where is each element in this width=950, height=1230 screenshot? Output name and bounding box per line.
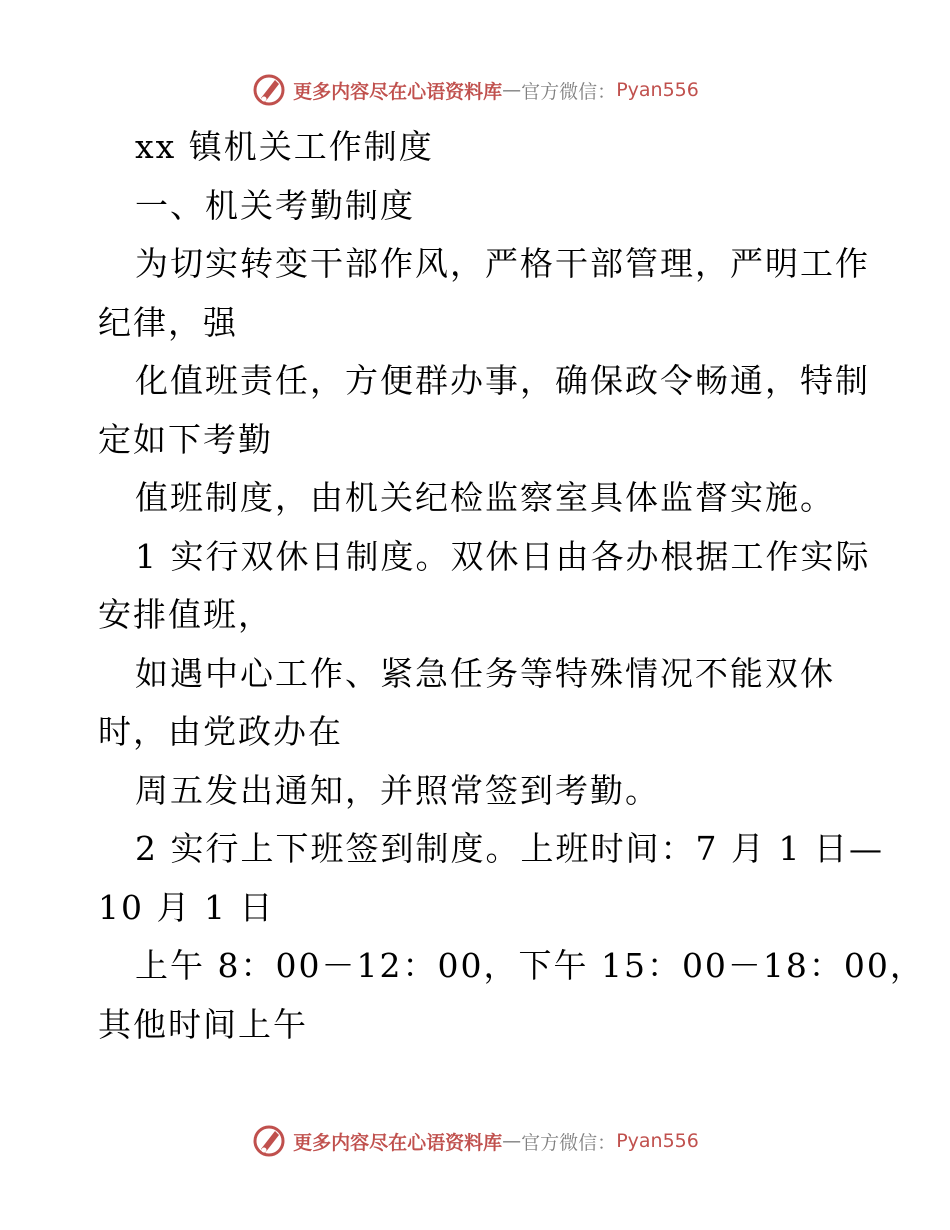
document-line: 纪律，强 xyxy=(98,302,238,342)
document-line: 周五发出通知，并照常签到考勤。 xyxy=(135,770,660,810)
document-line: 上午 8：00－12：00，下午 15：00－18：00， xyxy=(135,946,925,985)
document-line: 10 月 1 日 xyxy=(98,887,275,927)
banner-dash: — xyxy=(502,1130,522,1152)
pen-logo-icon xyxy=(251,1123,287,1159)
banner-wechat-id: Pyan556 xyxy=(616,1130,699,1152)
document-line: 值班制度，由机关纪检监察室具体监督实施。 xyxy=(135,478,835,517)
document-line: 安排值班， xyxy=(98,595,273,634)
header-banner xyxy=(0,70,950,110)
banner-wechat-label: 官方微信： xyxy=(521,80,617,103)
document-line: 时，由党政办在 xyxy=(98,712,343,751)
banner-wechat-label: 官方微信： xyxy=(521,1131,617,1154)
banner-title: 更多内容尽在心语资料库 xyxy=(293,80,503,103)
document-line: 为切实转变干部作风，严格干部管理，严明工作 xyxy=(135,244,870,283)
banner-dash: — xyxy=(502,79,522,101)
banner-title: 更多内容尽在心语资料库 xyxy=(293,1131,503,1154)
document-line: 定如下考勤 xyxy=(98,419,273,459)
document-line: 1 实行双休日制度。双休日由各办根据工作实际 xyxy=(135,536,871,576)
document-line: 化值班责任，方便群办事，确保政令畅通，特制 xyxy=(135,361,870,400)
pen-logo-icon xyxy=(251,72,287,108)
document-line: 2 实行上下班签到制度。上班时间：7 月 1 日— xyxy=(135,829,884,868)
document-line: 其他时间上午 xyxy=(98,1004,308,1044)
document-body xyxy=(98,118,925,1054)
document-line: 如遇中心工作、紧急任务等特殊情况不能双休 xyxy=(135,653,835,693)
document-line: xx 镇机关工作制度 xyxy=(135,127,434,166)
banner-wechat-id: Pyan556 xyxy=(616,79,699,101)
footer-banner xyxy=(0,1121,950,1161)
document-line: 一、机关考勤制度 xyxy=(135,185,415,225)
